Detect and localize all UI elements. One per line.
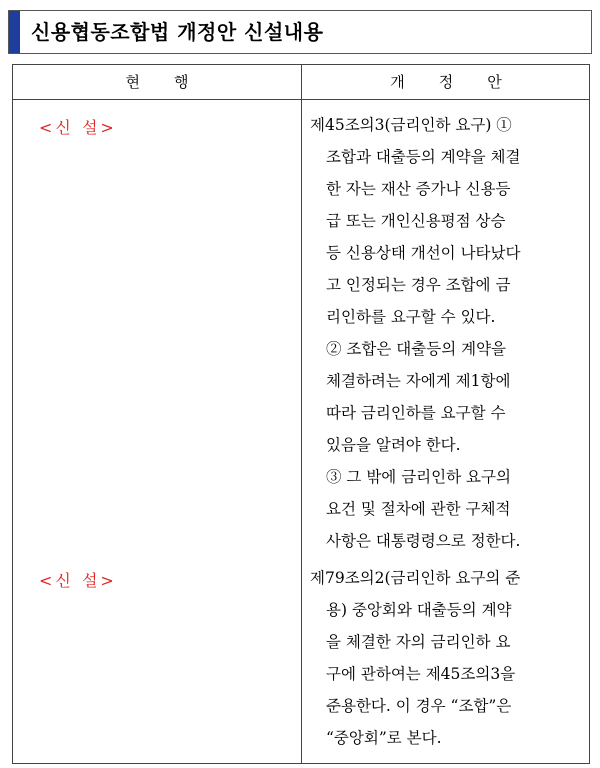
article-45-3-line: 사항은 대통령령으로 정한다. [326,532,521,550]
article-45-3-line: 요건 및 절차에 관한 구체적 [326,500,511,518]
article-79-2-line: “중앙회”로 본다. [326,729,442,747]
article-45-3-line: 있음을 알려야 한다. [326,436,461,454]
article-45-3-line: 제45조의3(금리인하 요구) ① [310,116,512,134]
article-45-3-line: 리인하를 요구할 수 있다. [326,308,496,326]
column-divider [301,65,302,763]
header-current: 현행 [125,73,223,91]
article-45-3-line: ② 조합은 대출등의 계약을 [326,340,507,358]
article-45-3-line: 고 인정되는 경우 조합에 금 [326,276,511,294]
article-79-2-line: 준용한다. 이 경우 “조합”은 [326,697,512,715]
page-title: 신용협동조합법 개정안 신설내용 [31,20,324,44]
new-provision-label: <신 설> [39,571,117,590]
article-79-2-line: 용) 중앙회와 대출등의 계약 [326,601,512,619]
title-box [8,10,592,54]
article-45-3-line: 체결하려는 자에게 제1항에 [326,372,511,390]
header-proposed: 개정안 [390,73,536,91]
article-79-2-line: 제79조의2(금리인하 요구의 준 [310,569,521,587]
article-79-2-line: 을 체결한 자의 금리인하 요 [326,633,511,651]
article-45-3-line: ③ 그 밖에 금리인하 요구의 [326,468,511,486]
article-45-3-line: 등 신용상태 개선이 나타났다 [326,244,521,262]
new-provision-label: <신 설> [39,118,117,137]
article-45-3-line: 조합과 대출등의 계약을 체결 [326,148,521,166]
article-45-3-line: 급 또는 개인신용평점 상승 [326,212,506,230]
article-45-3-line: 한 자는 재산 증가나 신용등 [326,180,511,198]
title-accent-bar [9,11,20,53]
comparison-table [12,64,590,764]
article-45-3-line: 따라 금리인하를 요구할 수 [326,404,506,422]
article-79-2-line: 구에 관하여는 제45조의3을 [326,665,516,683]
